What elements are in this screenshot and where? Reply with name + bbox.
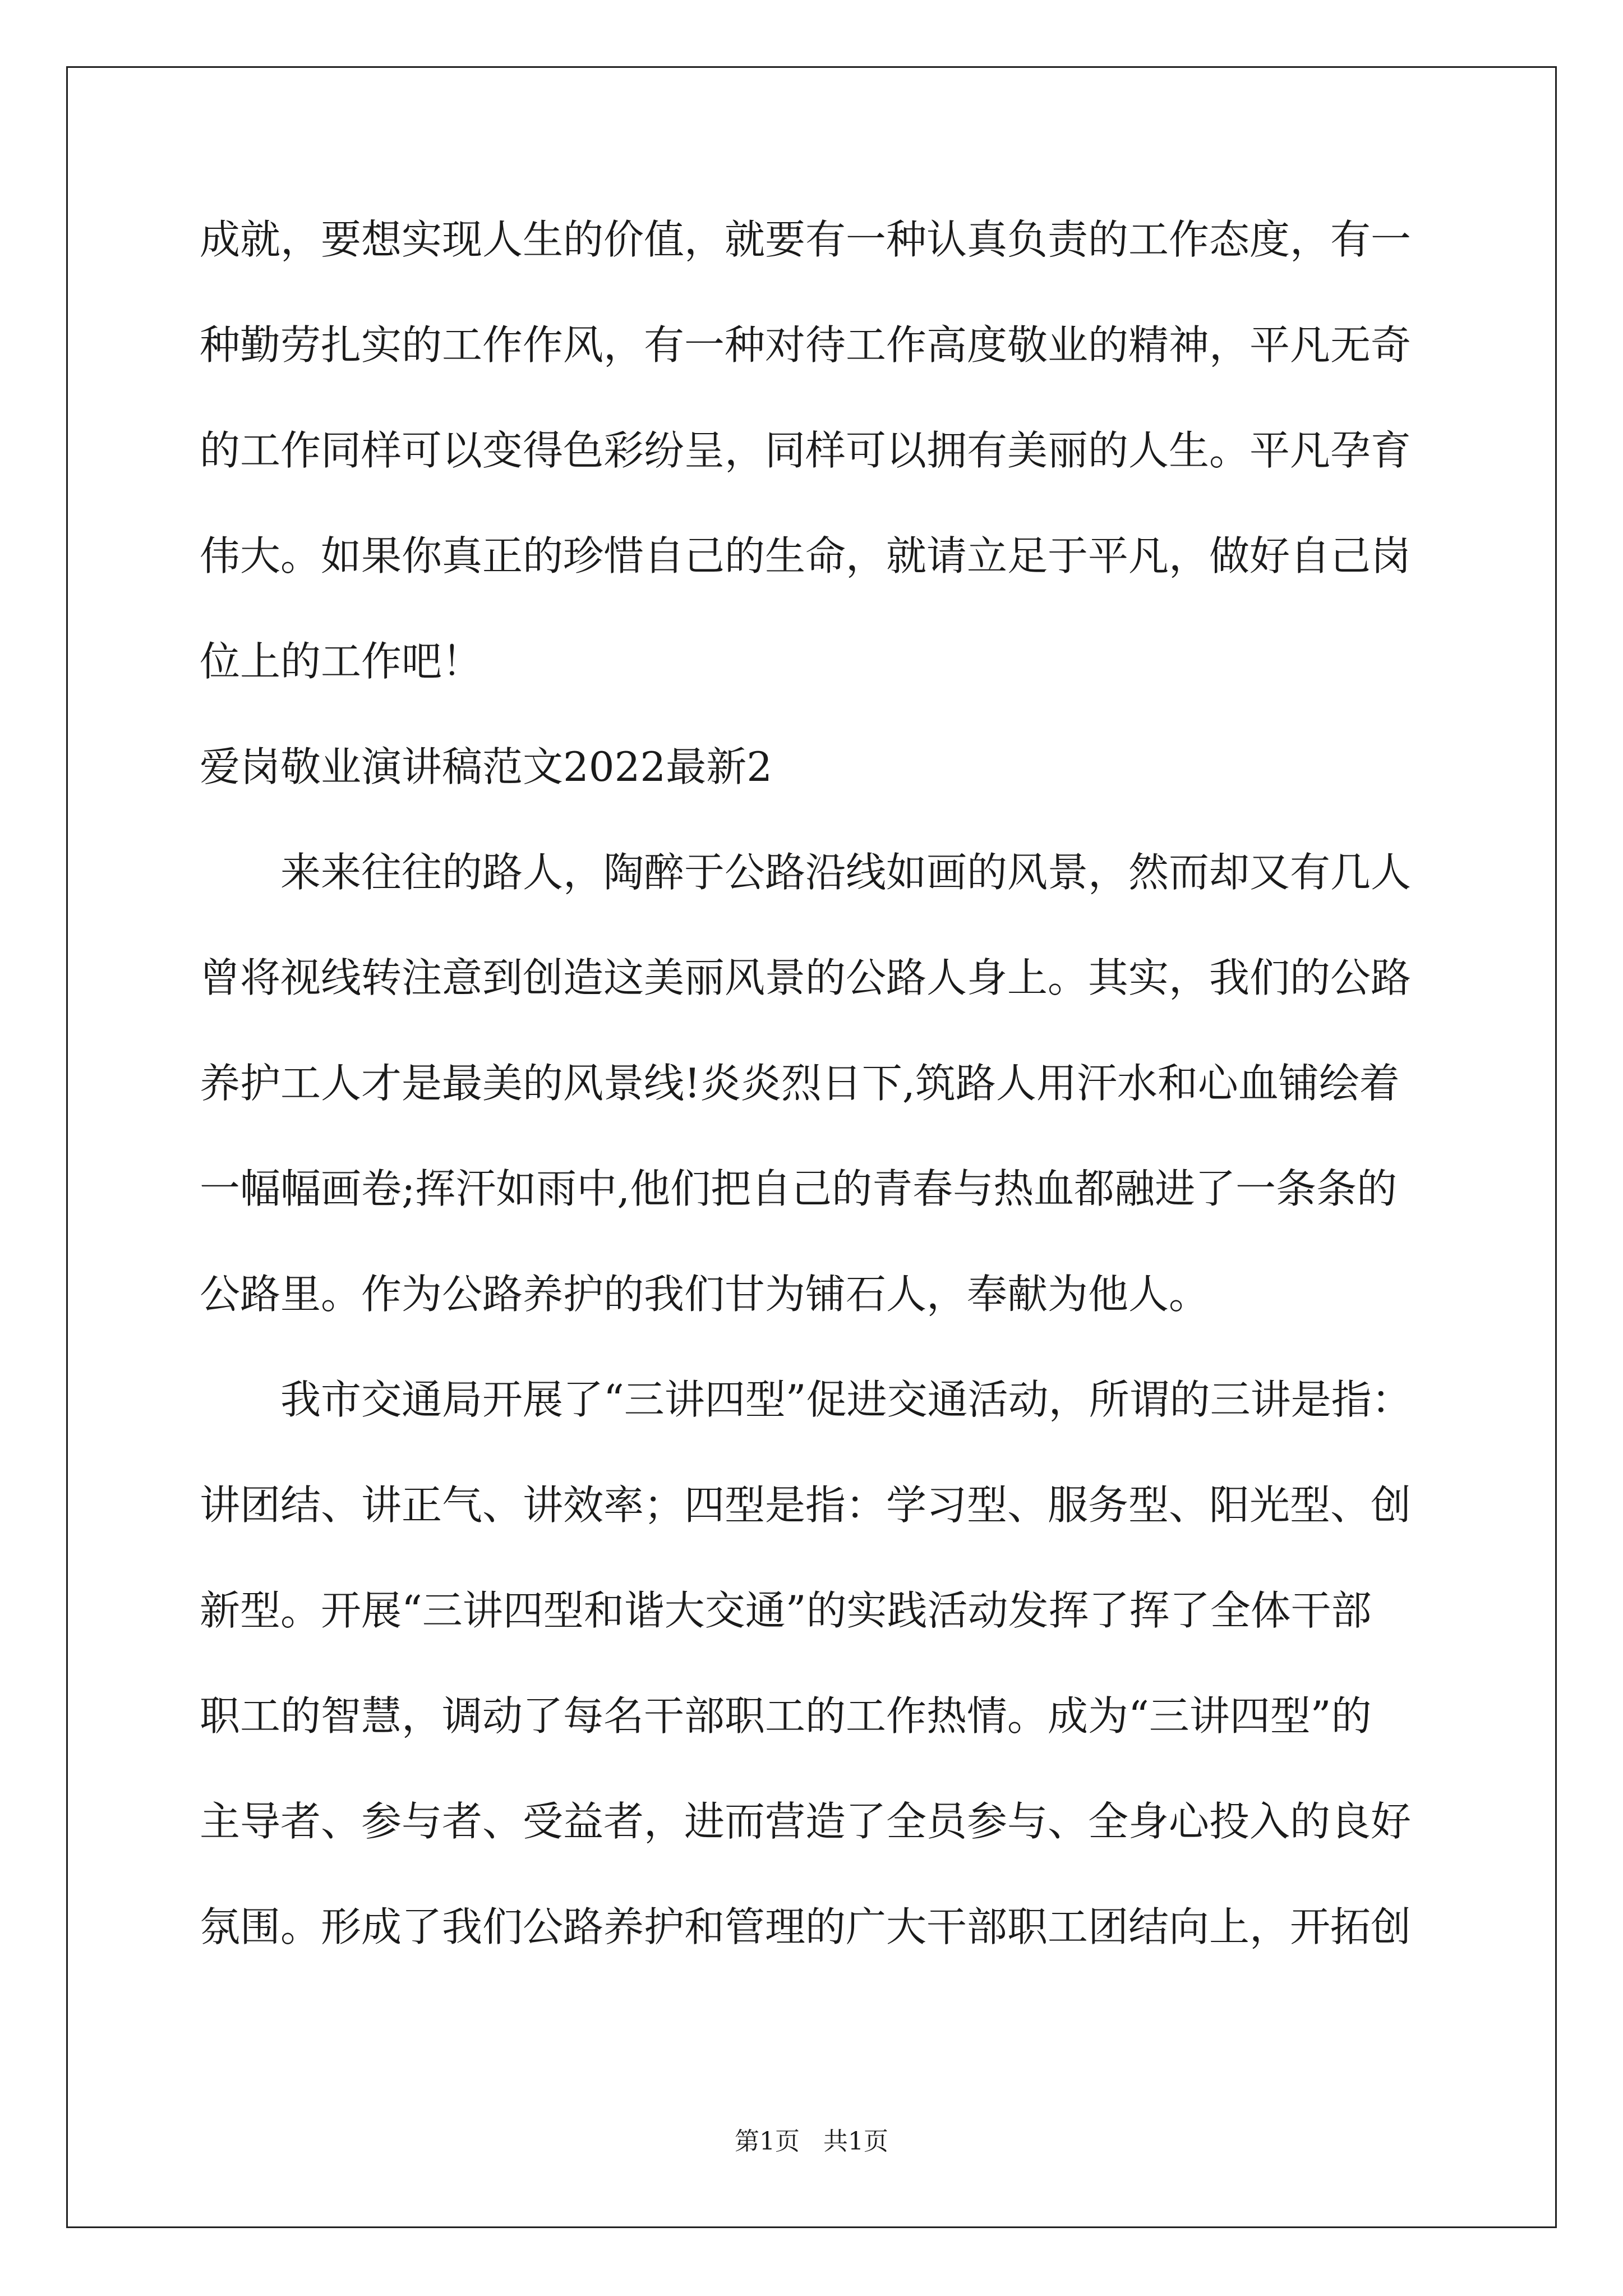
paragraph-line: 位上的工作吧！ — [200, 638, 483, 685]
paragraph-line: 的工作同样可以变得色彩纷呈，同样可以拥有美丽的人生。平凡孕育 — [200, 427, 1412, 474]
paragraph-line: 养护工人才是最美的风景线!炎炎烈日下,筑路人用汗水和心血铺绘着 — [200, 1060, 1400, 1107]
paragraph-line: 我市交通局开展了“三讲四型”促进交通活动，所谓的三讲是指： — [280, 1376, 1412, 1423]
paragraph-line: 新型。开展“三讲四型和谐大交通”的实践活动发挥了挥了全体干部 — [200, 1587, 1372, 1634]
paragraph-line: 曾将视线转注意到创造这美丽风景的公路人身上。其实，我们的公路 — [200, 954, 1412, 1001]
section-heading: 爱岗敬业演讲稿范文2022最新2 — [200, 743, 773, 790]
paragraph-line: 一幅幅画卷;挥汗如雨中,他们把自己的青春与热血都融进了一条条的 — [200, 1165, 1398, 1212]
paragraph-line: 来来往往的路人，陶醉于公路沿线如画的风景，然而却又有几人 — [280, 849, 1412, 896]
paragraph-line: 公路里。作为公路养护的我们甘为铺石人，奉献为他人。 — [200, 1271, 1210, 1318]
paragraph-line: 主导者、参与者、受益者，进而营造了全员参与、全身心投入的良好 — [200, 1798, 1412, 1845]
paragraph-line: 讲团结、讲正气、讲效率；四型是指：学习型、服务型、阳光型、创 — [200, 1481, 1412, 1529]
paragraph-line: 成就，要想实现人生的价值，就要有一种认真负责的工作态度，有一 — [200, 216, 1412, 263]
paragraph-line: 职工的智慧，调动了每名干部职工的工作热情。成为“三讲四型”的 — [200, 1692, 1372, 1740]
page-number-footer: 第1页 共1页 — [735, 2127, 888, 2156]
paragraph-line: 氛围。形成了我们公路养护和管理的广大干部职工团结向上，开拓创 — [200, 1903, 1412, 1950]
paragraph-line: 伟大。如果你真正的珍惜自己的生命，就请立足于平凡，做好自己岗 — [200, 532, 1412, 579]
paragraph-line: 种勤劳扎实的工作作风，有一种对待工作高度敬业的精神，平凡无奇 — [200, 321, 1412, 369]
